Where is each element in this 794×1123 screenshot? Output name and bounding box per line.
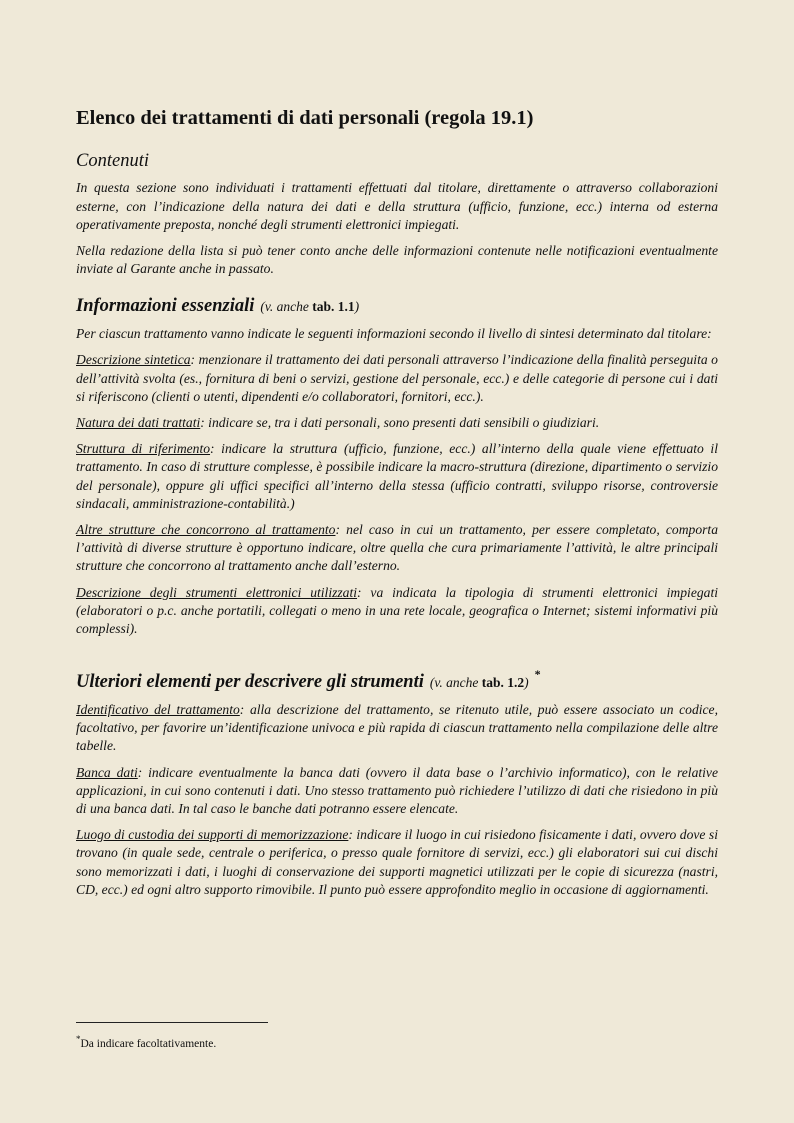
table-reference: (v. anche tab. 1.2) — [429, 675, 529, 691]
section-heading-label: Contenuti — [76, 150, 149, 171]
footnote-text: Da indicare facoltativamente. — [80, 1037, 217, 1050]
paragraph-intro-informazioni: Per ciascun trattamento vanno indicate le seguenti informazioni secondo il livello di sintesi determinato dal titolare: — [76, 326, 712, 342]
item-identificativo-trattamento: Identificativo del trattamento: alla descrizione del trattamento, se ritenuto utile, può essere associato un codice, facoltativo, per favorire un’identificazione univoca e più rapida di ciascun trattamento nella compilazione delle altre tabelle. — [76, 702, 718, 754]
footnote-marker: * — [534, 667, 541, 682]
section-heading-informazioni-essenziali — [76, 290, 718, 319]
footnote-divider — [76, 1022, 268, 1023]
section-heading-contenuti — [76, 145, 718, 174]
paragraph-contenuti-2: Nella redazione della lista si può tener conto anche delle informazioni contenute nelle notificazioni eventualmente inviate al Garante anche in passato. — [76, 243, 718, 277]
table-reference: (v. anche tab. 1.1) — [260, 299, 360, 315]
footnote-mark: * — [76, 1034, 81, 1044]
section-heading-label: Ulteriori elementi per descrivere gli strumenti — [76, 672, 424, 693]
page-title: Elenco dei trattamenti di dati personali (regola 19.1) — [76, 107, 534, 129]
footnote — [76, 1032, 216, 1051]
item-strumenti-elettronici: Descrizione degli strumenti elettronici utilizzati: va indicata la tipologia di strumenti elettronici impiegati (elaboratori o p.c. anche portatili, collegati o meno in una rete locale, geografica o Internet; sistemi informativi più complessi). — [76, 584, 718, 637]
paragraph-contenuti-1: In questa sezione sono individuati i trattamenti effettuati dal titolare, direttamente o attraverso collaborazioni esterne, con l’indicazione della natura dei dati e della struttura (ufficio, funzione, ecc.) interna od esterna operativamente preposta, nonché degli strumenti elettronici impiegati. — [76, 180, 718, 232]
section-heading-label: Informazioni essenziali — [76, 296, 255, 317]
item-banca-dati: Banca dati: indicare eventualmente la banca dati (ovvero il data base o l’archivio informatico), con le relative applicazioni, in cui sono contenuti i dati. Uno stesso trattamento può richiedere l’utilizzo di dati che risiedono in più di una banca dati. In tal caso le banche dati potranno essere elencate. — [76, 764, 718, 817]
item-struttura-di-riferimento: Struttura di riferimento: indicare la struttura (ufficio, funzione, ecc.) all’interno della quale viene effettuato il trattamento. In caso di strutture complesse, è possibile indicare la macro-struttura (direzione, dipartimento o servizio del personale), oppure gli uffici specifici all’interno della stessa (ufficio contratti, sviluppo risorse, controversie sindacali, amministrazione-contabilità.) — [76, 441, 718, 511]
item-altre-strutture: Altre strutture che concorrono al trattamento: nel caso in cui un trattamento, per essere completato, comporta l’attività di diverse strutture è opportuno indicare, oltre quella che cura primariamente l’attività, le altre principali strutture che concorrono al trattamento anche dall’esterno. — [76, 522, 718, 574]
item-luogo-di-custodia: Luogo di custodia dei supporti di memorizzazione: indicare il luogo in cui risiedono fisicamente i dati, ovvero dove si trovano (in quale sede, centrale o periferica, o presso quale fornitore di servizi, ecc.) gli elaboratori sui cui dischi sono memorizzati i dati, i luoghi di conservazione dei supporti magnetici utilizzati per le copie di sicurezza (nastri, CD, ecc.) ed ogni altro supporto rimovibile. Il punto può essere approfondito meglio in occasione di aggiornamenti. — [76, 827, 718, 897]
item-natura-dei-dati: Natura dei dati trattati: indicare se, tra i dati personali, sono presenti dati sensibili o giudiziari. — [76, 415, 600, 431]
document-body — [76, 106, 718, 907]
section-heading-ulteriori-elementi — [76, 666, 718, 695]
item-descrizione-sintetica: Descrizione sintetica: menzionare il trattamento dei dati personali attraverso l’indicazione della finalità perseguita o dell’attività svolta (es., fornitura di beni o servizi, gestione del personale, ecc.) e delle categorie di persone cui i dati si riferiscono (clienti o utenti, dipendenti e/o collaboratori, fornitori, ecc.). — [76, 352, 718, 404]
